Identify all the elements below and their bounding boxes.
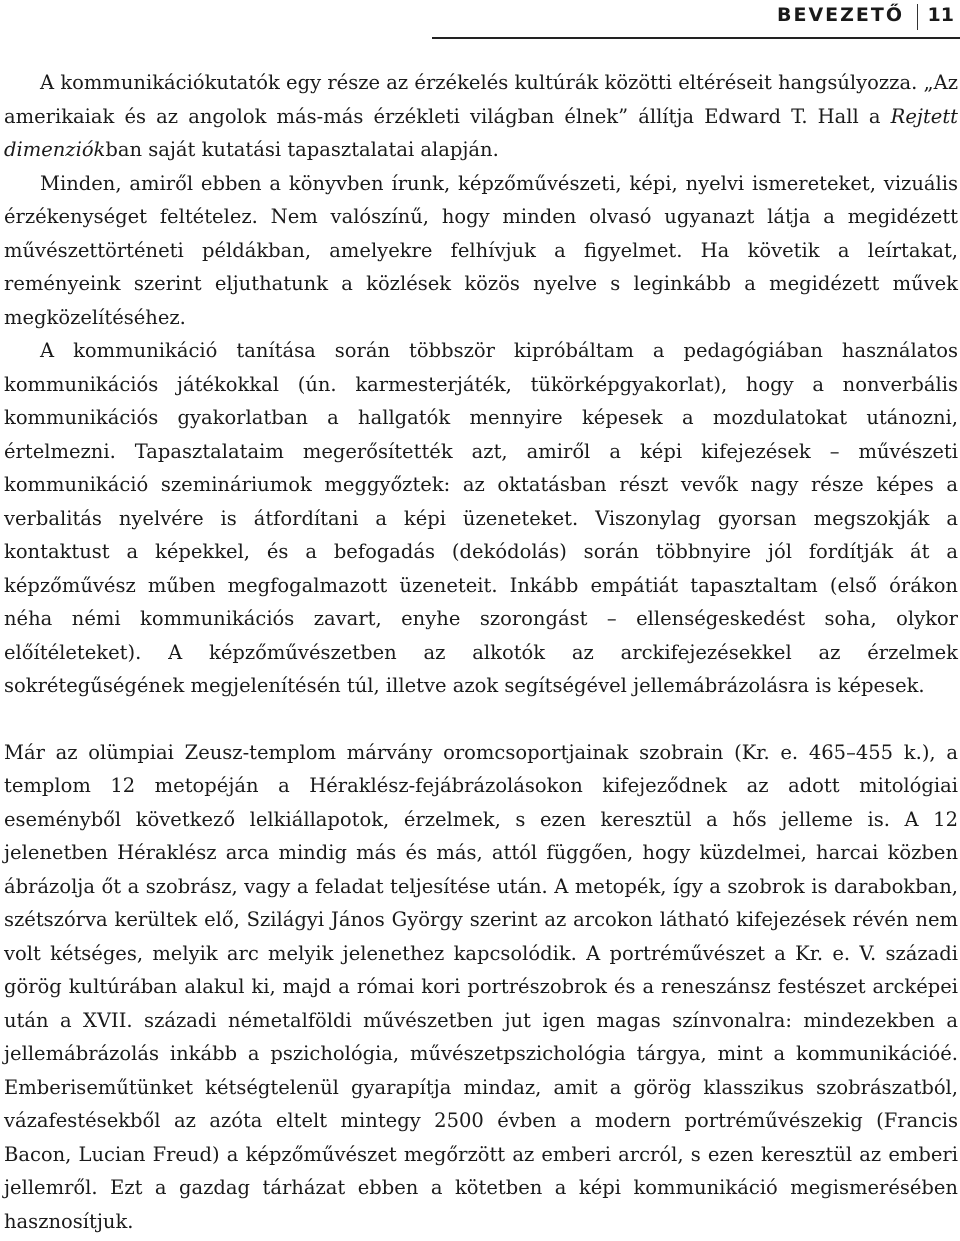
paragraph-1-text-d: A kommunikáció tanítása során többször kipróbáltam a pedagógiában használatos kommunikációs játékokkal (ún. karmesterjáték, tükörképgyakorlat), hogy a nonverbális kommunikációs gyakorlatban a hallgatók mennyire képesek a mozdulatokat utánozni, értelmezni. Tapasztalataim megerősítették azt, amiről a képi kifejezések – művészeti kommunikáció szemináriumok meggyőztek: az oktatásban részt vevők nagy része képes a verbalitás nyelvére is átfordítani a képi üzeneteket. Viszonylag gyorsan megszokják a kontaktust a képekkel, és a befogadás (dekódolás) során többnyire jól fordítják át a képzőművész műben megfogalmazott üzeneteit. Inkább empátiát tapasztaltam (első órákon néha némi kommunikációs zavart, enyhe szorongást – ellenségeskedést soha, olykor előítéleteket). A képzőművészetben az alkotók az arckifejezésekkel az érzelmek sokrétegűségének megjelenítésén túl, illetve azok segítségével jellemábrázolásra is képesek.: [4, 339, 958, 697]
paragraph-1-text-a: A kommunikációkutatók egy része az érzékelés kultúrák közötti eltéréseit hangsúlyozza. „Az amerikaiak és az angolok más-más érzékleti világban élnek” állítja Edward T. Hall a: [4, 71, 958, 128]
section-label: BEVEZETŐ: [776, 4, 904, 26]
paragraph-1: [4, 66, 958, 703]
paragraph-1-text-c: Minden, amiről ebben a könyvben írunk, képzőművészeti, képi, nyelvi ismereteket, vizuális érzékenységet feltételez. Nem valószínű, hogy minden olvasó ugyanazt látja a megidézett művészettörténeti példákban, amelyekre felhívjuk a figyelmet. Ha követik a leírtakat, reményeink szerint eljuthatunk a közlések közös nyelve s leginkább a megidézett művek megközelítéséhez.: [4, 171, 958, 329]
book-title: Rejtett dimenziók: [4, 104, 958, 161]
header-separator: [917, 4, 918, 30]
paragraph-2: Már az olümpiai Zeusz-templom márvány oromcsoportjainak szobrain (Kr. e. 465–455 k.), a templom 12 metopéján a Héraklész-fejábrázolásokon kifejeződnek az adott mitológiai eseményből következő lelkiállapotok, érzelmek, s ezen keresztül a hős jelleme is. A 12 jelenetben Héraklész arca mindig más és más, attól függően, hogy küzdelmei, harcai közben ábrázolja őt a szobrász, vagy a feladat teljesítése után. A metopék, így a szobrok is darabokban, szétszórva kerültek elő, Szilágyi János György szerint az arcokon látható kifejezések révén nem volt kétséges, melyik arc melyik jelenethez kapcsolódik. A portréművészet a Kr. e. V. századi görög kultúrában alakul ki, majd a római kori portrészobrok és a reneszánsz festészet arcképei után a XVII. századi németalföldi művészetben jut igen magas színvonalra: mindezekben a jellemábrázolás inkább a pszichológia, művészetpszichológia tárgya, mint a kommunikációé. Emberiseműtünket kétségtelenül gyarapítja mindaz, amit a görög klasszikus szobrászatból, vázafestésekből az azóta eltelt mintegy 2500 évben a modern portréművészekig (Francis Bacon, Lucian Freud) a képzőművészet megőrzött az emberi arcról, s ezen keresztül az emberi jellemről. Ezt a gazdag tárházat ebben a kötetben a képi kommunikáció megismerésében hasznosítjuk.: [4, 740, 958, 1233]
paragraph-1-text-b: ban saját kutatási tapasztalatai alapján.: [105, 138, 499, 161]
body-text: [4, 66, 958, 1238]
header-rule: [432, 37, 960, 39]
page-number: 11: [927, 4, 954, 26]
running-header: [0, 0, 960, 40]
